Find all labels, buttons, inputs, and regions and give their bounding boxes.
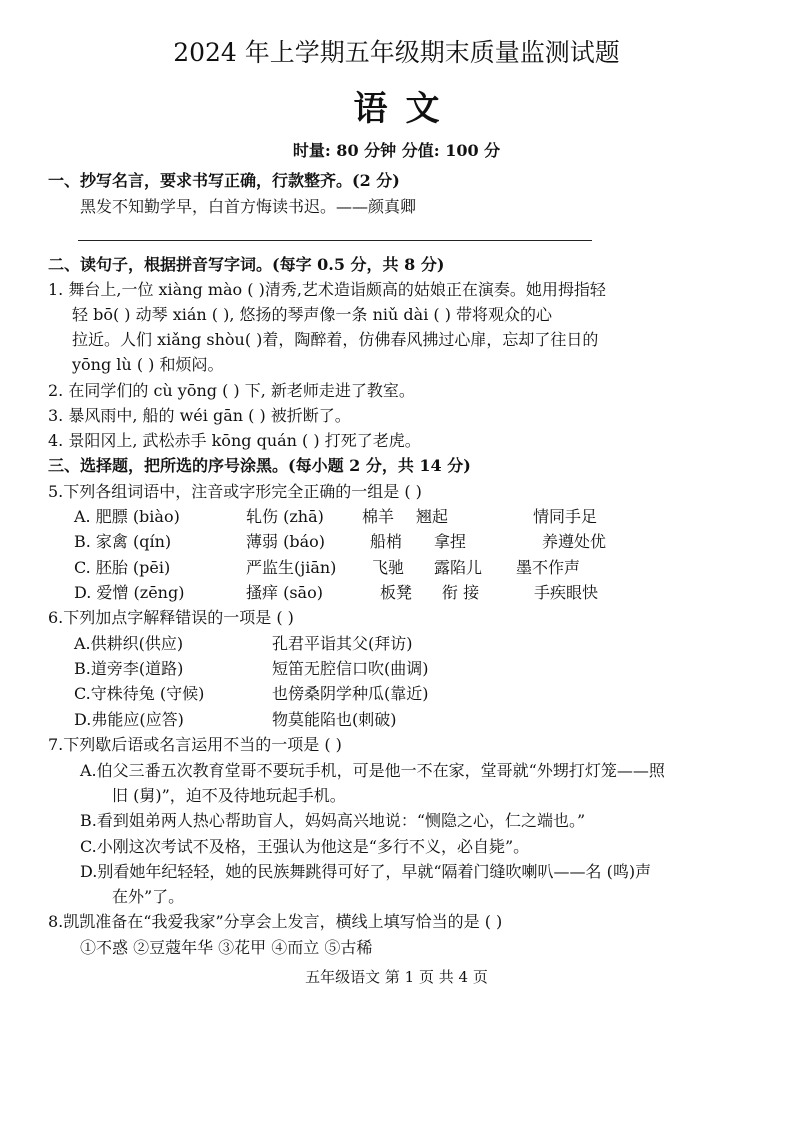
- q7-option-a-cont: 旧 (舅)”，迫不及待地玩起手机。: [112, 786, 346, 805]
- exam-meta: 时量: 80 分钟 分值: 100 分: [292, 141, 501, 160]
- q7-option-a[interactable]: A.伯父三番五次教育堂哥不要玩手机，可是他一不在家，堂哥就“外甥打灯笼——照: [80, 761, 665, 780]
- section1-heading: 一、抄写名言，要求书写正确，行款整齐。(2 分): [48, 171, 400, 190]
- q8-stem: 8.凯凯准备在“我爱我家”分享会上发言，横线上填写恰当的是 ( ): [48, 912, 503, 931]
- section3-heading: 三、选择题，把所选的序号涂黑。(每小题 2 分，共 14 分): [48, 456, 471, 475]
- q2-line: 2. 在同学们的 cù yōng ( ) 下, 新老师走进了教室。: [48, 381, 415, 400]
- q1-line-1: 1. 舞台上,一位 xiàng mào ( )清秀,艺术造诣颇高的姑娘正在演奏。她用拇指轻: [48, 280, 606, 299]
- q7-option-b[interactable]: B.看到姐弟两人热心帮助盲人，妈妈高兴地说：“恻隐之心，仁之端也。”: [80, 811, 586, 830]
- q3-line: 3. 暴风雨中, 船的 wéi gān ( ) 被折断了。: [48, 406, 351, 425]
- q1-line-4: yōng lù ( ) 和烦闷。: [72, 355, 224, 374]
- q4-line: 4. 景阳冈上, 武松赤手 kōng quán ( ) 打死了老虎。: [48, 431, 421, 450]
- q7-option-d[interactable]: D.别看她年纪轻轻，她的民族舞跳得可好了，早就“隔着门缝吹喇叭——名 (鸣)声: [80, 862, 652, 881]
- q1-line-3: 拉近。人们 xiǎng shòu( )着，陶醉着，仿佛春风拂过心扉，忘却了往日的: [72, 330, 599, 349]
- copy-writing-line[interactable]: [78, 240, 592, 241]
- exam-page: 2024 年上学期五年级期末质量监测试题 语文 时量: 80 分钟 分值: 100 分 一、抄写名言，要求书写正确，行款整齐。(2 分) 黑发不知勤学早，白首方悔读书迟。——颜真卿 二、读句子，根据拼音写字词。(每字 0.5 分，共 8 分) 1. 舞台上,一位 xiàng mào ( )清秀,艺术造诣颇高的姑娘正在演奏。她用拇指轻 轻 bō( ) 动琴 xián ( ), 悠扬的琴声像一条 niǔ dài ( ) 带将观众的心 拉近。人们 xiǎng shòu( )着，陶醉着，仿佛春风拂过心扉，忘却了往日的 yōng lù ( ) 和烦闷。 2. 在同学们的 cù yōng ( ) 下, 新老师走进了教室。 3. 暴风雨中, 船的 wéi gān ( ) 被折断了。 4. 景阳冈上, 武松赤手 kōng quán ( ) 打死了老虎。 三、选择题，把所选的序号涂黑。(每小题 2 分，共 14 分) 5.下列各组词语中，注音或字形完全正确的一组是 ( ) A. 肥膘 (biào) 轧伤 (zhā) 棉羊 翘起 情同手足 B. 家禽 (qín) 薄弱 (báo) 船梢 拿捏 养遵处优 C. 胚胎 (pēi) 严监生(jiān) 飞驰 露陷儿 墨不作声 D. 爱憎 (zēng) 搔痒 (sāo) 板凳 衔 接 手疾眼快 6.下列加点字解释错误的一项是 ( ) A.供耕织(供应) 孔君平诣其父(拜访) B.道旁李(道路) 短笛无腔信口吹(曲调) C.守株待兔 (守候) 也傍桑阴学种瓜(靠近) D.弗能应(应答) 物莫能陷也(刺破) 7.下列歇后语或名言运用不当的一项是 ( ) A.伯父三番五次教育堂哥不要玩手机，可是他一不在家，堂哥就“外甥打灯笼——照 旧 (舅)”，迫不及待地玩起手机。 B.看到姐弟两人热心帮助盲人，妈妈高兴地说：“恻隐之心，仁之端也。” C.小刚这次考试不及格，王强认为他这是“多行不义，必自毙”。 D.别看她年纪轻轻，她的民族舞跳得可好了，早就“隔着门缝吹喇叭——名 (鸣)声 在外”了。 8.凯凯准备在“我爱我家”分享会上发言，横线上填写恰当的是 ( ) ①不惑 ②豆蔻年华 ③花甲 ④而立 ⑤古稀 五年级语文 第 1 页 共 4 页: [0, 0, 793, 1121]
- section1-quote: 黑发不知勤学早，白首方悔读书迟。——颜真卿: [80, 197, 417, 216]
- page-footer: 五年级语文 第 1 页 共 4 页: [305, 968, 488, 986]
- q8-choices: ①不惑 ②豆蔻年华 ③花甲 ④而立 ⑤古稀: [80, 938, 373, 957]
- q5-stem: 5.下列各组词语中，注音或字形完全正确的一组是 ( ): [48, 482, 422, 501]
- q7-stem: 7.下列歇后语或名言运用不当的一项是 ( ): [48, 735, 342, 754]
- q6-stem: 6.下列加点字解释错误的一项是 ( ): [48, 608, 294, 627]
- q7-option-d-cont: 在外”了。: [112, 887, 185, 906]
- q7-option-c[interactable]: C.小刚这次考试不及格，王强认为他这是“多行不义，必自毙”。: [80, 837, 530, 856]
- subject-title: 语文: [353, 89, 458, 129]
- exam-title: 2024 年上学期五年级期末质量监测试题: [173, 38, 620, 67]
- q1-line-2: 轻 bō( ) 动琴 xián ( ), 悠扬的琴声像一条 niǔ dài ( ) 带将观众的心: [72, 305, 553, 324]
- section2-heading: 二、读句子，根据拼音写字词。(每字 0.5 分，共 8 分): [48, 255, 445, 274]
